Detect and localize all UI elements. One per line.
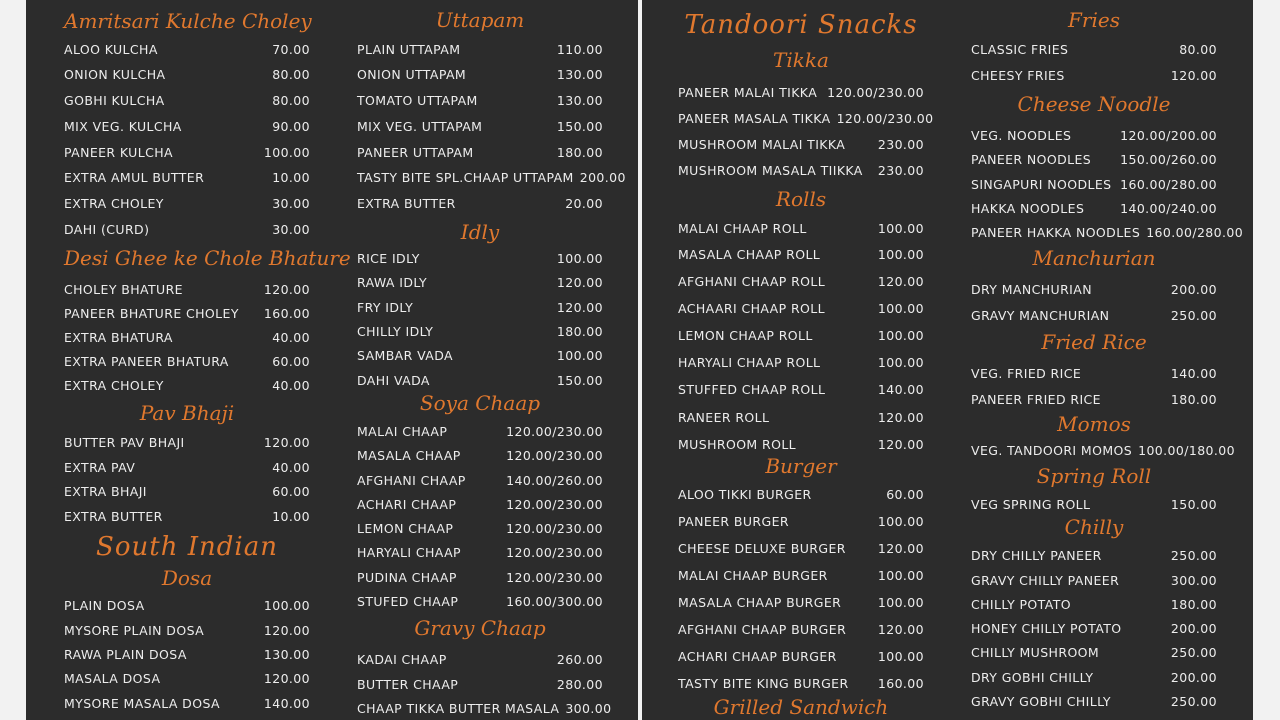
menu-item-name: GRAVY MANCHURIAN [971, 307, 1110, 323]
menu-item-name: HONEY CHILLY POTATO [971, 620, 1122, 636]
menu-item-price: 120.00 [556, 299, 603, 315]
section-heading-spring-roll: Spring Roll [1036, 464, 1152, 488]
menu-item [971, 40, 1217, 58]
menu-item-name: PLAIN UTTAPAM [357, 41, 461, 57]
menu-item-name: ALOO KULCHA [64, 41, 158, 57]
menu-item [678, 566, 924, 584]
menu-item-price: 250.00 [1170, 693, 1217, 709]
section-heading-south-indian: South Indian [96, 532, 278, 562]
menu-item-name: GOBHI KULCHA [64, 92, 165, 108]
menu-item-name: PANEER NOODLES [971, 151, 1092, 167]
menu-item-price: 160.00/280.00 [1146, 224, 1244, 240]
section-heading-cheese-noodle: Cheese Noodle [1017, 92, 1171, 116]
menu-item-name: HAKKA NOODLES [971, 200, 1085, 216]
menu-item-price: 250.00 [1170, 547, 1217, 563]
menu-item-price: 120.00/200.00 [1120, 127, 1217, 143]
menu-item-price: 300.00 [1170, 572, 1217, 588]
menu-column-3 [678, 0, 934, 720]
menu-item-name: HARYALI CHAAP ROLL [678, 354, 821, 370]
menu-item-name: PANEER HAKKA NOODLES [971, 224, 1141, 240]
menu-item [678, 299, 924, 317]
menu-item-price: 120.00 [263, 281, 310, 297]
menu-item-name: DRY CHILLY PANEER [971, 547, 1102, 563]
menu-item-name: STUFED CHAAP [357, 593, 459, 609]
menu-item-price: 100.00 [877, 300, 924, 316]
menu-item-name: BUTTER PAV BHAJI [64, 434, 185, 450]
menu-item-name: MIX VEG. KULCHA [64, 118, 182, 134]
menu-item [357, 346, 603, 364]
menu-item [357, 143, 603, 161]
section-heading-uttapam: Uttapam [435, 8, 525, 32]
menu-item-price: 40.00 [272, 459, 310, 475]
menu-item-name: PANEER UTTAPAM [357, 144, 474, 160]
menu-item [971, 150, 1217, 168]
menu-item-price: 150.00 [556, 118, 603, 134]
menu-item-price: 80.00 [1179, 41, 1217, 57]
menu-item [971, 668, 1217, 686]
menu-item [678, 512, 924, 530]
menu-item [64, 220, 310, 238]
menu-item-name: VEG. NOODLES [971, 127, 1072, 143]
menu-item [357, 298, 603, 316]
section-heading-manchurian: Manchurian [1032, 246, 1156, 270]
menu-item [971, 441, 1235, 459]
menu-item-name: ACHAARI CHAAP ROLL [678, 300, 825, 316]
menu-item-price: 180.00 [556, 144, 603, 160]
menu-item-name: GRAVY CHILLY PANEER [971, 572, 1120, 588]
menu-item [357, 249, 603, 267]
menu-item [357, 471, 603, 489]
menu-column-4 [971, 0, 1244, 720]
menu-item-name: MIX VEG. UTTAPAM [357, 118, 483, 134]
menu-item-price: 120.00 [556, 274, 603, 290]
menu-item-price: 200.00 [1170, 620, 1217, 636]
menu-item-price: 180.00 [556, 323, 603, 339]
menu-item-name: PANEER FRIED RICE [971, 391, 1101, 407]
menu-item [357, 168, 626, 186]
menu-item-price: 60.00 [272, 483, 310, 499]
menu-item-name: HARYALI CHAAP [357, 544, 461, 560]
menu-item [357, 495, 603, 513]
menu-item-price: 100.00 [877, 648, 924, 664]
menu-item-price: 100.00 [877, 513, 924, 529]
menu-item-name: EXTRA PANEER BHATURA [64, 353, 229, 369]
menu-item-name: EXTRA BHAJI [64, 483, 147, 499]
section-heading-soya-chaap: Soya Chaap [419, 391, 541, 415]
menu-item-price: 120.00 [877, 436, 924, 452]
section-heading-grilled-sandwich: Grilled Sandwich [713, 695, 889, 719]
menu-item [971, 199, 1217, 217]
menu-item [678, 135, 924, 153]
menu-item-name: AFGHANI CHAAP BURGER [678, 621, 847, 637]
section-heading-chilly: Chilly [1064, 515, 1124, 539]
menu-item-price: 130.00 [556, 66, 603, 82]
section-heading-dosa: Dosa [161, 566, 213, 590]
menu-item-name: MASALA CHAAP ROLL [678, 246, 821, 262]
menu-item-name: FRY IDLY [357, 299, 414, 315]
section-heading-burger: Burger [765, 454, 837, 478]
menu-item [357, 592, 603, 610]
menu-item-price: 120.00/230.00 [506, 423, 603, 439]
menu-item [678, 435, 924, 453]
menu-item-price: 150.00/260.00 [1120, 151, 1217, 167]
menu-item-name: PANEER MASALA TIKKA [678, 110, 831, 126]
menu-item-price: 60.00 [272, 353, 310, 369]
menu-item-price: 280.00 [556, 676, 603, 692]
menu-item [64, 669, 310, 687]
menu-item-price: 90.00 [272, 118, 310, 134]
menu-item [971, 66, 1217, 84]
menu-item [357, 273, 603, 291]
menu-item-name: MASALA CHAAP [357, 447, 461, 463]
menu-item-name: STUFFED CHAAP ROLL [678, 381, 826, 397]
menu-item [678, 647, 924, 665]
menu-item [64, 694, 310, 712]
menu-item-name: CHEESY FRIES [971, 67, 1065, 83]
section-heading-desi-ghee-ke-chole-bhature: Desi Ghee ke Chole Bhature [64, 246, 351, 270]
menu-item [357, 371, 603, 389]
menu-item [64, 117, 310, 135]
menu-item-price: 100.00 [263, 597, 310, 613]
menu-item [64, 280, 310, 298]
section-heading-tandoori-snacks: Tandoori Snacks [684, 10, 918, 40]
menu-item [357, 194, 603, 212]
menu-item-name: RICE IDLY [357, 250, 420, 266]
menu-item-name: DRY MANCHURIAN [971, 281, 1092, 297]
menu-item [64, 482, 310, 500]
menu-item-name: PUDINA CHAAP [357, 569, 457, 585]
menu-item-price: 100.00 [877, 354, 924, 370]
menu-item-name: CLASSIC FRIES [971, 41, 1069, 57]
menu-item-price: 140.00 [263, 695, 310, 711]
menu-item-price: 120.00 [263, 622, 310, 638]
section-heading-rolls: Rolls [775, 187, 827, 211]
menu-item [971, 280, 1217, 298]
menu-item [64, 621, 310, 639]
menu-item-price: 30.00 [272, 221, 310, 237]
menu-item-price: 120.00/230.00 [506, 447, 603, 463]
menu-item [678, 109, 934, 127]
menu-item [64, 194, 310, 212]
menu-item-name: KADAI CHAAP [357, 651, 447, 667]
menu-item [678, 326, 924, 344]
menu-item [971, 595, 1217, 613]
menu-item-price: 70.00 [272, 41, 310, 57]
menu-item-name: SINGAPURI NOODLES [971, 176, 1112, 192]
menu-item [64, 433, 310, 451]
section-heading-fried-rice: Fried Rice [1041, 330, 1147, 354]
menu-item-name: PANEER BURGER [678, 513, 789, 529]
menu-item-price: 120.00 [877, 409, 924, 425]
menu-item-price: 100.00 [263, 144, 310, 160]
menu-item-price: 40.00 [272, 329, 310, 345]
menu-item-price: 200.00 [1170, 669, 1217, 685]
menu-item-name: VEG. TANDOORI MOMOS [971, 442, 1133, 458]
menu-item-price: 100.00 [877, 220, 924, 236]
section-heading-pav-bhaji: Pav Bhaji [139, 401, 235, 425]
menu-item [971, 495, 1217, 513]
menu-item [971, 306, 1217, 324]
menu-item-name: MASALA DOSA [64, 670, 161, 686]
menu-item-name: PANEER MALAI TIKKA [678, 84, 818, 100]
menu-item [64, 352, 310, 370]
menu-item-price: 100.00 [877, 567, 924, 583]
menu-item-price: 120.00/230.00 [506, 569, 603, 585]
menu-item [357, 543, 603, 561]
menu-item-price: 250.00 [1170, 307, 1217, 323]
menu-column-1 [64, 0, 351, 720]
menu-item [64, 376, 310, 394]
menu-item [678, 219, 924, 237]
menu-item-price: 150.00 [556, 372, 603, 388]
menu-item-price: 120.00/230.00 [506, 520, 603, 536]
menu-item-price: 100.00 [877, 246, 924, 262]
menu-item-name: MASALA CHAAP BURGER [678, 594, 842, 610]
menu-item-price: 100.00 [556, 250, 603, 266]
menu-item-price: 130.00 [263, 646, 310, 662]
menu-item-name: ACHARI CHAAP BURGER [678, 648, 837, 664]
menu-item-name: CHILLY IDLY [357, 323, 434, 339]
menu-item-name: ONION UTTAPAM [357, 66, 467, 82]
menu-item-price: 80.00 [272, 92, 310, 108]
menu-item [678, 620, 924, 638]
menu-item-price: 120.00/230.00 [506, 496, 603, 512]
section-heading-amritsari-kulche-choley: Amritsari Kulche Choley [64, 9, 312, 33]
menu-item [357, 650, 603, 668]
menu-item-name: PANEER KULCHA [64, 144, 173, 160]
menu-item-price: 160.00/300.00 [506, 593, 603, 609]
menu-item-name: DAHI VADA [357, 372, 430, 388]
menu-item [678, 161, 924, 179]
menu-item-name: EXTRA CHOLEY [64, 195, 164, 211]
menu-item-name: RAWA PLAIN DOSA [64, 646, 187, 662]
menu-item [971, 619, 1217, 637]
menu-item-price: 130.00 [556, 92, 603, 108]
menu-item-name: SAMBAR VADA [357, 347, 453, 363]
menu-item-name: EXTRA CHOLEY [64, 377, 164, 393]
menu-item-name: EXTRA BUTTER [64, 508, 163, 524]
menu-item [64, 304, 310, 322]
menu-item-price: 100.00/180.00 [1138, 442, 1235, 458]
menu-item-price: 160.00 [263, 305, 310, 321]
menu-item-name: DRY GOBHI CHILLY [971, 669, 1094, 685]
menu-item-name: TOMATO UTTAPAM [357, 92, 478, 108]
menu-item-name: MUSHROOM MALAI TIKKA [678, 136, 846, 152]
menu-item-name: AFGHANI CHAAP [357, 472, 466, 488]
menu-item-price: 260.00 [556, 651, 603, 667]
menu-item-name: RAWA IDLY [357, 274, 428, 290]
section-heading-tikka: Tikka [773, 48, 829, 72]
menu-item-price: 300.00 [565, 700, 612, 716]
menu-item-name: EXTRA AMUL BUTTER [64, 169, 205, 185]
menu-item-price: 150.00 [1170, 496, 1217, 512]
menu-item-price: 140.00 [877, 381, 924, 397]
menu-item-price: 200.00 [1170, 281, 1217, 297]
menu-item [357, 322, 603, 340]
menu-item-name: ACHARI CHAAP [357, 496, 457, 512]
menu-item-price: 180.00 [1170, 391, 1217, 407]
section-heading-fries: Fries [1068, 8, 1120, 32]
menu-item [678, 245, 924, 263]
menu-item [357, 40, 603, 58]
menu-item-name: GRAVY GOBHI CHILLY [971, 693, 1111, 709]
menu-item [64, 40, 310, 58]
menu-item [64, 507, 310, 525]
menu-item-price: 140.00/260.00 [506, 472, 603, 488]
menu-item [678, 674, 924, 692]
menu-item [678, 593, 924, 611]
menu-item-price: 120.00 [263, 670, 310, 686]
menu-item-name: VEG SPRING ROLL [971, 496, 1091, 512]
menu-item-name: MALAI CHAAP BURGER [678, 567, 828, 583]
menu-item-price: 40.00 [272, 377, 310, 393]
menu-item-price: 100.00 [556, 347, 603, 363]
menu-item-name: ONION KULCHA [64, 66, 166, 82]
menu-column-2 [357, 0, 626, 720]
menu-item [357, 446, 603, 464]
menu-item-price: 120.00/230.00 [506, 544, 603, 560]
menu-item-price: 200.00 [579, 169, 626, 185]
section-heading-gravy-chaap: Gravy Chaap [414, 616, 546, 640]
menu-item-price: 10.00 [272, 169, 310, 185]
menu-item-name: EXTRA BUTTER [357, 195, 456, 211]
menu-item [678, 539, 924, 557]
menu-item-name: TASTY BITE SPL.CHAAP UTTAPAM [357, 169, 574, 185]
menu-item [64, 596, 310, 614]
menu-item [64, 91, 310, 109]
menu-item-price: 140.00/240.00 [1120, 200, 1217, 216]
menu-item-name: MUSHROOM MASALA TIIKKA [678, 162, 863, 178]
menu-item-name: MALAI CHAAP ROLL [678, 220, 807, 236]
menu-item-price: 100.00 [877, 594, 924, 610]
menu-item [971, 692, 1217, 710]
menu-item-price: 230.00 [877, 162, 924, 178]
menu-item-price: 250.00 [1170, 644, 1217, 660]
menu-item-name: MYSORE MASALA DOSA [64, 695, 220, 711]
menu-item-name: CHAAP TIKKA BUTTER MASALA [357, 700, 560, 716]
menu-item-name: MALAI CHAAP [357, 423, 448, 439]
menu-item-name: AFGHANI CHAAP ROLL [678, 273, 826, 289]
menu-item [357, 675, 603, 693]
menu-item [64, 168, 310, 186]
menu-item-name: EXTRA PAV [64, 459, 136, 475]
menu-item-price: 120.00/230.00 [827, 84, 924, 100]
menu-item-price: 30.00 [272, 195, 310, 211]
menu-item [64, 328, 310, 346]
menu-item [357, 91, 603, 109]
menu-item-price: 120.00 [877, 621, 924, 637]
menu-item [357, 568, 603, 586]
menu-item [357, 117, 603, 135]
menu-item [971, 126, 1217, 144]
menu-item-name: MYSORE PLAIN DOSA [64, 622, 205, 638]
menu-item-name: RANEER ROLL [678, 409, 770, 425]
menu-item-price: 110.00 [556, 41, 603, 57]
menu-item-name: EXTRA BHATURA [64, 329, 173, 345]
menu-item-price: 120.00/230.00 [836, 110, 934, 126]
menu-item-name: BUTTER CHAAP [357, 676, 459, 692]
menu-item-price: 100.00 [877, 327, 924, 343]
menu-item [678, 353, 924, 371]
menu-item-price: 140.00 [1170, 365, 1217, 381]
section-heading-idly: Idly [460, 220, 500, 244]
menu-item [64, 143, 310, 161]
menu-item [64, 645, 310, 663]
menu-item-name: CHEESE DELUXE BURGER [678, 540, 846, 556]
menu-item [971, 571, 1217, 589]
menu-item [971, 390, 1217, 408]
menu-item [64, 65, 310, 83]
menu-item-price: 120.00 [877, 273, 924, 289]
menu-item [64, 458, 310, 476]
menu-item-price: 10.00 [272, 508, 310, 524]
menu-item-name: MUSHROOM ROLL [678, 436, 797, 452]
menu-item [357, 699, 612, 717]
menu-item [678, 272, 924, 290]
menu-item-name: PANEER BHATURE CHOLEY [64, 305, 239, 321]
menu-item-price: 160.00/280.00 [1120, 176, 1217, 192]
menu-item [357, 422, 603, 440]
menu-item [678, 83, 924, 101]
menu-item [357, 65, 603, 83]
menu-item-name: TASTY BITE KING BURGER [678, 675, 849, 691]
menu-item-name: LEMON CHAAP [357, 520, 454, 536]
menu-item [971, 175, 1217, 193]
menu-item-name: VEG. FRIED RICE [971, 365, 1082, 381]
menu-item [971, 223, 1244, 241]
menu-item-price: 120.00 [263, 434, 310, 450]
menu-item [678, 485, 924, 503]
menu-item-name: DAHI (CURD) [64, 221, 150, 237]
menu-item-price: 60.00 [886, 486, 924, 502]
menu-item-name: CHILLY MUSHROOM [971, 644, 1100, 660]
menu-item-name: CHILLY POTATO [971, 596, 1071, 612]
menu-item-price: 180.00 [1170, 596, 1217, 612]
menu-item [971, 364, 1217, 382]
menu-item [678, 380, 924, 398]
menu-item [971, 643, 1217, 661]
menu-item-price: 230.00 [877, 136, 924, 152]
menu-item [971, 546, 1217, 564]
menu-item [678, 408, 924, 426]
menu-item-price: 160.00 [877, 675, 924, 691]
menu-item-name: ALOO TIKKI BURGER [678, 486, 812, 502]
menu-item-name: LEMON CHAAP ROLL [678, 327, 813, 343]
menu-item-price: 20.00 [565, 195, 603, 211]
menu-item-price: 120.00 [877, 540, 924, 556]
menu-item-price: 80.00 [272, 66, 310, 82]
section-heading-momos: Momos [1057, 412, 1131, 436]
menu-item-name: CHOLEY BHATURE [64, 281, 183, 297]
menu-item-name: PLAIN DOSA [64, 597, 145, 613]
menu-item-price: 120.00 [1170, 67, 1217, 83]
menu-item [357, 519, 603, 537]
